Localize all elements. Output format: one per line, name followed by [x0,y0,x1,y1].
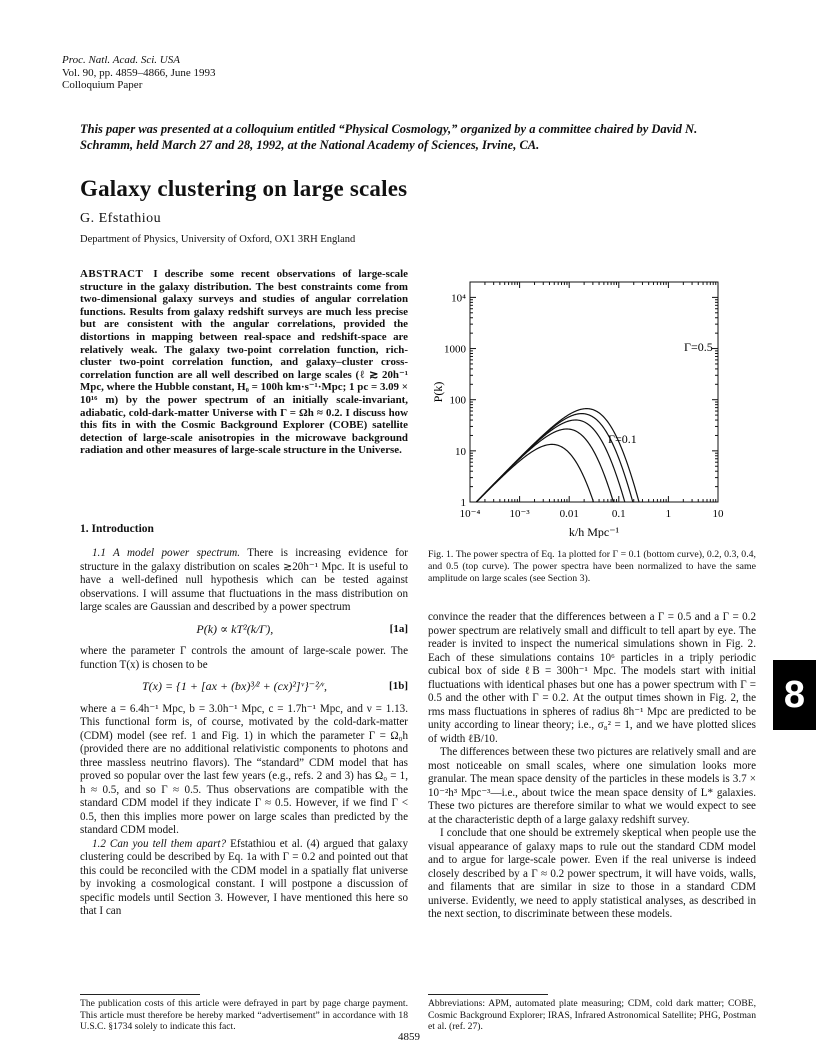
section-tab: 8 [773,660,816,730]
subsection-lead: 1.1 A model power spectrum. [92,547,241,559]
power-spectrum-chart [428,268,756,538]
paragraph: convince the reader that the differences between a Γ = 0.5 and a Γ = 0.2 power spectrum are relatively small and difficult to tell apart by eye. The reader is invited to inspect the numerical simulations shown in Fig. 2. Each of these simulations contains 10⁶ particles in a triply periodic cubical box of side ℓB = 300h⁻¹ Mpc. The models start with initial fluctuations with identical phases but one has a power spectrum with Γ = 0.5 and the other with Γ = 0.2. At the output times shown in Fig. 2, the rms mass fluctuations in spheres of radius 8h⁻¹ Mpc are predicted to be unity according to linear theory; i.e., σ₈² = 1, and we have plotted slices of width ℓB/10. [428,611,756,745]
abstract [80,268,408,457]
footnote-divider [80,994,200,995]
y-tick-label: 1000 [444,343,466,356]
y-tick-label: 10 [455,445,466,458]
x-tick-label: 0.01 [559,508,579,520]
plot-frame [470,282,718,502]
subsection-lead: 1.2 Can you tell them apart? [92,837,227,850]
x-tick-label: 10 [712,508,724,520]
paragraph: I conclude that one should be extremely skeptical when people use the visual appearance of galaxy maps to rule out the standard CDM model and to argue for large-scale power. Even if the real universe is indeed closely described by a Γ ≈ 0.2 power spectrum, it will have voids, walls, and filaments that are similar in size to those in a standard CDM universe. Evidently, we need to apply statistical analyses, as described in the next section, to discriminate between these models. [428,827,756,920]
paper-type: Colloquium Paper [62,79,143,91]
abstract-text: I describe some recent observations of large-scale structure in the galaxy distribution. The best constraints come from two-dimensional galaxy surveys and studies of angular correlation functions. Results from galaxy redshift surveys are much less precise but are consistent with the angular correlations, provided the distortions in mapping between real-space and redshift-space are relatively weak. The galaxy two-point correlation function, rich-cluster two-point correlation function, and galaxy–cluster cross-correlation function are all well described on large scales (ℓ ≳ 20h⁻¹ Mpc, where the Hubble constant, H₀ = 100h km·s⁻¹·Mpc; 1 pc = 3.09 × 10¹⁶ m) by the power spectrum of an initially scale-invariant, adiabatic, cold-dark-matter Universe with Γ = Ωh ≈ 0.2. I discuss how this fits in with the Cosmic Background Explorer (COBE) satellite detection of large-scale anisotropies in the microwave background radiation and other measures of large-scale structure in the Universe. [80,268,408,457]
figure-caption [428,549,756,585]
journal-volume: Vol. 90, pp. 4859–4866, June 1993 [62,66,216,79]
journal-name: Proc. Natl. Acad. Sci. USA [62,54,180,66]
paragraph: where the parameter Γ controls the amount of large-scale power. The function T(x) is chosen to be [80,645,408,671]
paragraph: The differences between these two pictures are relatively small and are most noticeable on small scales, where one simulation looks more granular. The mean space density of the particles in these models is 3.7 × 10⁻²h³ Mpc⁻³—i.e., about twice the mean space density of L* galaxies. These two pictures are therefore similar to what we would expect to see at the characteristic depth of a large galaxy redshift survey. [428,746,756,826]
affiliation: Department of Physics, University of Oxford, OX1 3RH England [80,234,356,245]
annotation-gamma-0.1: Γ=0.1 [608,432,637,446]
figure-1 [428,268,756,538]
y-tick-label: 100 [449,394,466,407]
annotation-gamma-0.5: Γ=0.5 [684,340,713,354]
equation-tag: [1a] [389,622,408,635]
page-number: 4859 [398,1031,420,1043]
abstract-label: ABSTRACT [80,268,144,280]
equation-1a [80,623,408,637]
paragraph: 1.1 A model power spectrum. There is increasing evidence for structure in the galaxy distribution on scales ≳20h⁻¹ Mpc. It is useful to have a well-defined null hypothesis which can be tested against observations. I will assume that fluctuations in the mass distribution on large scales are Gaussian and described by a power spectrum [80,547,408,613]
abbreviations-divider [428,994,548,995]
journal-header [62,54,216,92]
paper-title: Galaxy clustering on large scales [80,176,408,201]
y-axis-label: P(k) [431,381,445,403]
equation-text: T(x) = {1 + [ax + (bx)³⁄² + (cx)²]ᵛ}⁻²⁄ᵛ, [141,679,328,693]
paragraph: 1.2 Can you tell them apart? Efstathiou et al. (4) argued that galaxy clustering could be described by Eq. 1a with Γ = 0.2 and pointed out that this could be reconciled with the CDM model in a spatially flat universe by invoking a cosmological constant. I will postpone a discussion of specific models until Section 3. However, I have mentioned this here so that I can [80,837,408,917]
abbreviations: Abbreviations: APM, automated plate measuring; CDM, cold dark matter; COBE, Cosmic Background Explorer; IRAS, Infrared Astronomical Satellite; PHG, Postman et al. (ref. 27). [428,998,756,1032]
series-line-gamma-0.1 [470,444,598,516]
colloquium-note: This paper was presented at a colloquium entitled “Physical Cosmology,” organized by a committee chaired by David N. Schramm, held March 27 and 28, 1992, at the National Academy of Sciences, Irvine, CA. [80,122,698,152]
x-axis-label: k/h Mpc⁻¹ [568,525,620,538]
section-heading: 1. Introduction [80,523,154,535]
author: G. Efstathiou [80,211,162,226]
x-tick-label: 1 [665,508,672,520]
equation-1b [80,680,408,694]
x-tick-label: 10⁻³ [509,508,530,520]
y-tick-label: 10⁴ [451,292,466,305]
x-tick-label: 10⁻⁴ [459,508,481,520]
caption-label: Fig. 1. [428,549,454,560]
publication-footnote: The publication costs of this article were defrayed in part by page charge payment. This article must therefore be hereby marked “advertisement” in accordance with 18 U.S.C. §1734 solely to indicate this fact. [80,998,408,1032]
equation-text: P(k) ∝ kT²(k/Γ), [196,621,274,636]
left-column-body [80,547,408,919]
caption-text: The power spectra of Eq. 1a plotted for Γ = 0.1 (bottom curve), 0.2, 0.3, 0.4, and 0.5 (top curve). The power spectra have been normalized to have the same amplitude on large scales (see Section 3). [428,549,756,584]
equation-tag: [1b] [389,680,408,692]
paragraph: where a = 6.4h⁻¹ Mpc, b = 3.0h⁻¹ Mpc, c = 1.7h⁻¹ Mpc, and ν = 1.13. This functional form is, of course, motivated by the cold-dark-matter (CDM) model (see ref. 1 and Fig. 1) in which the parameter Γ = Ω₀h (provided there are no additional relativistic components to photons and three massless neutrino flavors). The “standard” CDM model that has proved so popular over the last few years (e.g., refs. 2 and 3) has Ω₀ = 1, h ≈ 0.5, and so Γ ≈ 0.5. Thus observations are compatible with the standard CDM model if they indicate Γ ≈ 0.5. However, if we find Γ < 0.5, then this implies more power on large scales than predicted by the standard CDM model. [80,702,408,836]
y-tick-label: 1 [460,497,466,509]
right-column-body [428,611,756,922]
x-tick-label: 0.1 [611,508,626,520]
